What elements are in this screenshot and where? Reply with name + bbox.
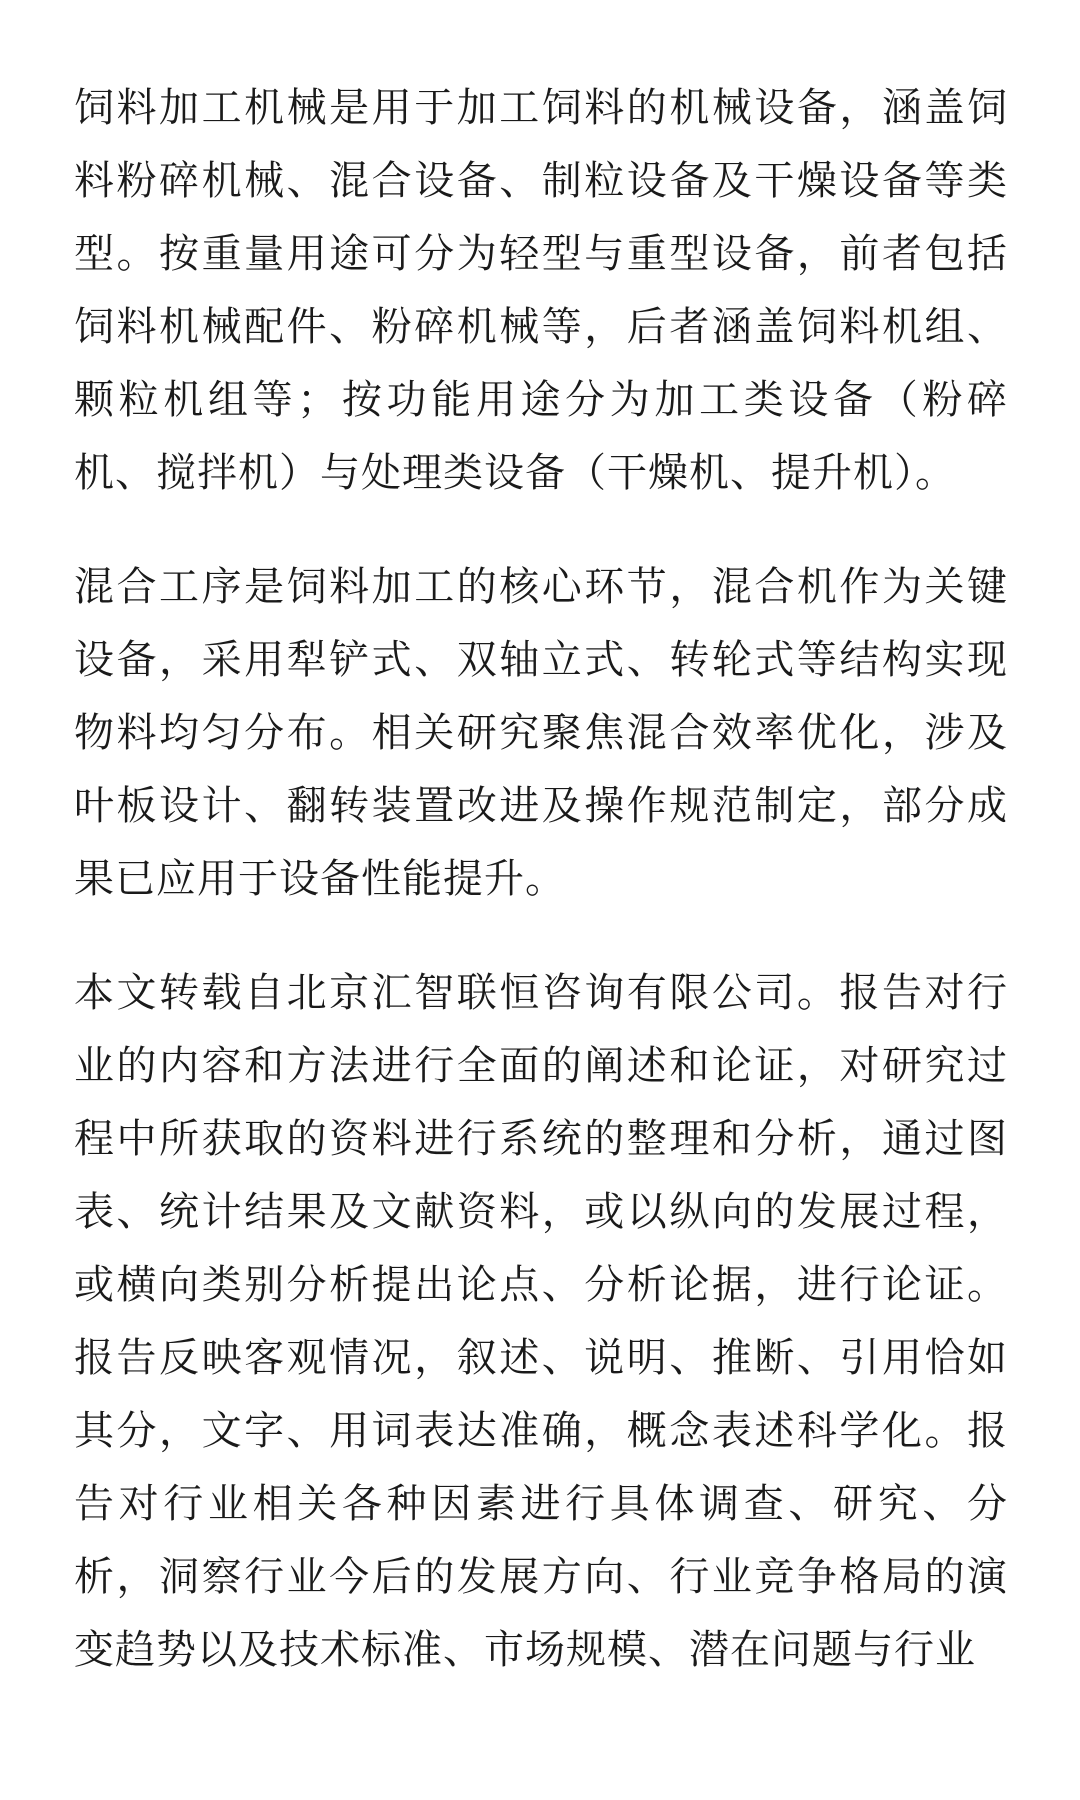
paragraph-report-source: 本文转载自北京汇智联恒咨询有限公司。报告对行业的内容和方法进行全面的阐述和论证，对研究过程中所获取的资料进行系统的整理和分析，通过图表、统计结果及文献资料，或以纵向的发展过程，或横向类别分析提出论点、分析论据，进行论证。报告反映客观情况，叙述、说明、推断、引用恰如其分，文字、用词表达准确，概念表述科学化。报告对行业相关各种因素进行具体调查、研究、分析，洞察行业今后的发展方向、行业竞争格局的演变趋势以及技术标准、市场规模、潜在问题与行业 [74, 970, 1008, 1673]
paragraph-mixing-process: 混合工序是饲料加工的核心环节，混合机作为关键设备，采用犁铲式、双轴立式、转轮式等结构实现物料均匀分布。相关研究聚焦混合效率优化，涉及叶板设计、翻转装置改进及操作规范制定，部分成果已应用于设备性能提升。 [74, 564, 1008, 902]
article-body [74, 72, 1008, 1728]
paragraph-machinery-overview: 饲料加工机械是用于加工饲料的机械设备，涵盖饲料粉碎机械、混合设备、制粒设备及干燥设备等类型。按重量用途可分为轻型与重型设备，前者包括饲料机械配件、粉碎机械等，后者涵盖饲料机组、颗粒机组等；按功能用途分为加工类设备（粉碎机、搅拌机）与处理类设备（干燥机、提升机）。 [74, 85, 1008, 496]
